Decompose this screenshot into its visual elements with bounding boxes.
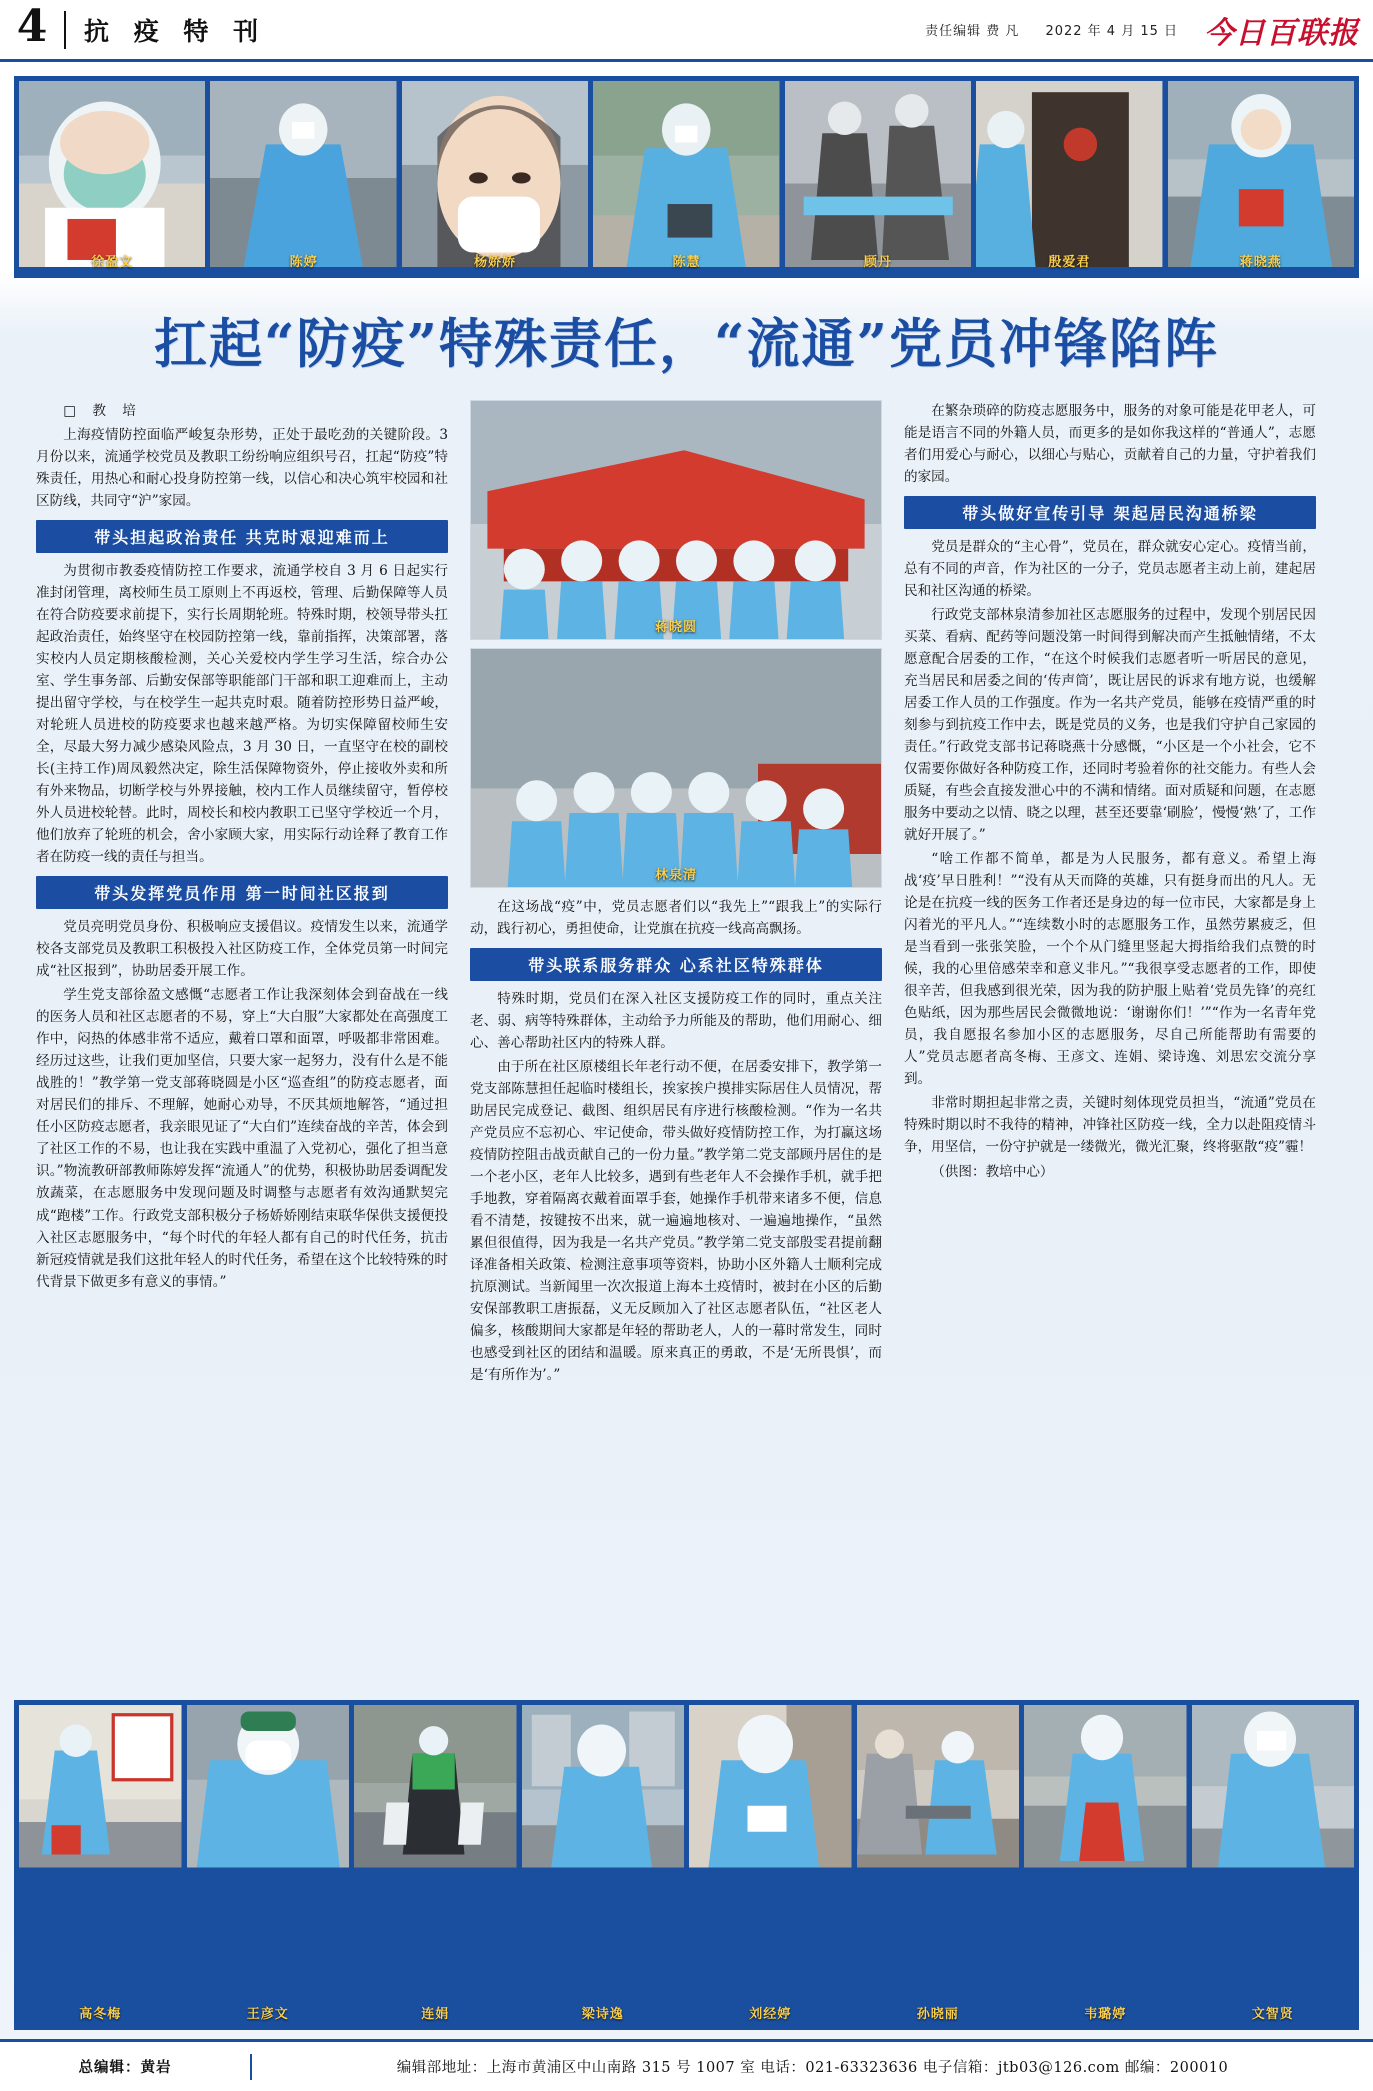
photo-image <box>210 81 396 267</box>
lead-paragraph: 上海疫情防控面临严峻复杂形势，正处于最吃劲的关键阶段。3 月份以来，流通学校党员及教职工纷纷响应组织号召，扛起“防疫”特殊责任，用热心和耐心投身防控第一线，以信心和决心筑牢校园和社区防线，共同守“沪”家园。 <box>36 427 448 510</box>
byline: □ 教 培 <box>63 403 142 419</box>
section-2-paragraph-1: 党员亮明党员身份、积极响应支援倡议。疫情发生以来，流通学校各支部党员及教职工积极投入社区防疫工作，全体党员第一时间完成“社区报到”，协助居委开展工作。 <box>36 919 448 980</box>
section-1-paragraph-1: 为贯彻市教委疫情防控工作要求，流通学校自 3 月 6 日起实行准封闭管理，离校师生员工原则上不再返校，管理、后勤保障等人员在符合防疫要求前提下，实行长周期轮班。特殊时期，校领导带头扛起政治责任，始终坚守在校园防控第一线，靠前指挥，决策部署，落实校内人员定期核酸检测，关心关爱校内学生学习生活，综合办公室、学生事务部、后勤安保部等职能部门干部和职工迎难而上，主动提出留守学校，与在校学生一起共克时艰。随着防控形势日益严峻，对轮班人员进校的防疫要求也越来越严格。为切实保障留校师生安全，尽最大努力减少感染风险点，3 月 30 日，一直坚守在校的副校长(主持工作)周凤毅然决定，除生活保障物资外，停止接收外卖和所有外来物品，切断学校与外界接触，校内工作人员继续留守，暂停校外人员进校轮替。此时，周校长和校内教职工已坚守学校近一个月，他们放弃了轮班的机会，舍小家顾大家，用实际行动诠释了教育工作者在防疫一线的责任与担当。 <box>36 563 448 866</box>
photo-image <box>522 1705 685 1868</box>
headline-area <box>0 288 1373 392</box>
photo-caption: 连娟 <box>421 2007 450 2022</box>
photo-gaodongmei <box>19 1705 182 2025</box>
photo-sunxiaoli <box>857 1705 1020 2025</box>
photo-caption: 韦璐婷 <box>1084 2007 1127 2022</box>
photo-caption: 殷爱君 <box>1048 255 1091 270</box>
photo-caption: 蒋晓圆 <box>654 620 697 635</box>
section-heading-3: 带头联系服务群众 心系社区特殊群体 <box>470 948 882 981</box>
section-2-paragraph-2: 学生党支部徐盈文感慨“志愿者工作让我深刻体会到奋战在一线的医务人员和社区志愿者的不易，穿上“大白服”大家都处在高强度工作中，闷热的体感非常不适应，戴着口罩和面罩，呼吸都非常困难。经历过这些，让我们更加坚信，只要大家一起努力，没有什么是不能战胜的！”教学第一党支部蒋晓圆是小区“巡查组”的防疫志愿者，面对居民们的排斥、不理解，她耐心劝导，不厌其烦地解答，“通过担任小区防疫志愿者，我亲眼见证了“大白们”连续奋战的辛苦，体会到了社区工作的不易，也让我在实践中重温了入党初心，强化了担当意识。”物流教研部教师陈婷发挥“流通人”的优势，积极协助居委调配发放蔬菜，在志愿服务中发现问题及时调整与志愿者有效沟通默契完成“跑楼”工作。行政党支部积极分子杨娇娇刚结束联华保供支援便投入社区志愿服务中，“每个时代的年轻人都有自己的时代任务，抗击新冠疫情就是我们这批年轻人的时代任务，希望在这个比较特殊的时代背景下做更多有意义的事情。” <box>36 987 448 1290</box>
photo-jiangxiaoyuan <box>470 400 882 640</box>
photo-image <box>187 1705 350 1868</box>
page-footer <box>0 2039 1373 2091</box>
photo-caption: 高冬梅 <box>79 2007 122 2022</box>
section-heading-4: 带头做好宣传引导 架起居民沟通桥梁 <box>904 496 1316 529</box>
photo-caption: 刘经婷 <box>749 2007 792 2022</box>
photo-image <box>1192 1705 1355 1868</box>
top-photo-strip <box>14 76 1359 278</box>
article-columns <box>36 400 1336 1690</box>
photo-wangyanwen <box>187 1705 350 2025</box>
section-4-paragraph-4: 非常时期担起非常之责，关键时刻体现党员担当，“流通”党员在特殊时期以时不我待的精神，冲锋社区防疫一线，全力以赴阻疫情斗争，用坚信，一份守护就是一缕微光，微光汇聚，终将驱散“疫”霾！ <box>904 1095 1316 1156</box>
photo-weiluting <box>1024 1705 1187 2025</box>
photo-lianjuan <box>354 1705 517 2025</box>
photo-caption: 陈婷 <box>289 255 318 270</box>
photo-gudan <box>785 81 971 273</box>
masthead-meta-group <box>925 8 1373 52</box>
photo-yinaijun <box>976 81 1162 273</box>
photo-credit: （供图：教培中心） <box>931 1163 1054 1180</box>
photo-caption: 王彦文 <box>246 2007 289 2022</box>
photo-image <box>471 649 881 888</box>
photo-image <box>1024 1705 1187 1868</box>
photo-caption: 徐盈文 <box>91 255 134 270</box>
photo-image <box>19 81 205 267</box>
photo-caption: 蒋晓燕 <box>1239 255 1282 270</box>
photo-caption: 孙晓丽 <box>916 2007 959 2022</box>
photo-image <box>593 81 779 267</box>
photo-image <box>976 81 1162 267</box>
photo-caption: 文智贤 <box>1251 2007 1294 2022</box>
section-4-paragraph-1: 党员是群众的“主心骨”，党员在，群众就安心定心。疫情当前，总有不同的声音，作为社区的一分子，党员志愿者主动上前，建起居民和社区沟通的桥梁。 <box>904 539 1316 600</box>
photo-image <box>857 1705 1020 1868</box>
photo-image <box>785 81 971 267</box>
photo-chenting <box>210 81 396 273</box>
section-4-paragraph-3: “啥工作都不简单，都是为人民服务，都有意义。希望上海战‘疫’早日胜利！”“没有从天而降的英雄，只有挺身而出的凡人。无论是在抗疫一线的医务工作者还是身边的每一位市民，大家都是身上闪着光的平凡人。”“连续数小时的志愿服务工作，虽然劳累疲乏，但是当看到一张张笑脸，一个个从门缝里竖起大拇指给我们点赞的时候，我的心里倍感荣幸和意义非凡。”“我很享受志愿者的工作，即使很辛苦，但我感到很光荣，因为我的防护服上贴着‘党员先锋’的亮红色贴纸，因为那些居民会微微地说：‘谢谢你们！’”“作为一名青年党员，我自愿报名参加小区的志愿服务，尽自己所能帮助有需要的人”党员志愿者高冬梅、王彦文、连娟、梁诗逸、刘思宏交流分享到。 <box>904 851 1316 1088</box>
photo-wenzhixian <box>1192 1705 1355 2025</box>
bottom-photo-strip <box>14 1700 1359 2030</box>
page-folio: 4 <box>16 0 48 52</box>
photo-caption: 陈慧 <box>672 255 701 270</box>
section-3-paragraph-2: 由于所在社区原楼组长年老行动不便，在居委安排下，教学第一党支部陈慧担任起临时楼组长，挨家挨户摸排实际居住人员情况，帮助居民完成登记、截图、组织居民有序进行核酸检测。“作为一名共产党员应不忘初心、牢记使命，带头做好疫情防控工作，为打赢这场疫情防控阻击战贡献自己的一份力量。”教学第二党支部顾丹居住的是一个老小区，老年人比较多，遇到有些老年人不会操作手机，就手把手地教，穿着隔离衣戴着面罩手套，她操作手机带来诸多不便，信息看不清楚，按键按不出来，就一遍遍地核对、一遍遍地操作，“虽然累但很值得，因为我是一名共产党员。”教学第二党支部殷雯君提前翻译准备相关政策、检测注意事项等资料，协助小区外籍人士顺利完成抗原测试。当新闻里一次次报道上海本土疫情时，被封在小区的后勤安保部教职工唐振磊，义无反顾加入了社区志愿者队伍，“社区老人偏多，核酸期间大家都是年轻的帮助老人，人的一幕时常发生，同时也感受到社区的团结和温暖。原来真正的勇敢，不是‘无所畏惧’，而是‘有所作为’。” <box>470 1059 882 1384</box>
page-title: 扛起“防疫”特殊责任，“流通”党员冲锋陷阵 <box>154 313 1219 375</box>
photo-image <box>402 81 588 267</box>
photo-image <box>471 401 881 640</box>
photo-xuyingwen <box>19 81 205 273</box>
photo-liangshiyi <box>522 1705 685 2025</box>
contact-info: 编辑部地址：上海市黄浦区中山南路 315 号 1007 室 电话：021-63323636 电子信箱：jtb03@126.com 邮编：200010 <box>396 2060 1229 2076</box>
section-4-paragraph-2: 行政党支部林泉清参加社区志愿服务的过程中，发现个别居民因买菜、看病、配药等问题没第一时间得到解决而产生抵触情绪，不太愿意配合居委的工作，“在这个时候我们志愿者听一听居民的意见，充当居民和居委之间的‘传声筒’，既让居民的诉求有地方说，也缓解居委工作人员的工作强度。作为一名共产党员，能够在疫情严重的时刻参与到抗疫工作中去，既是党员的义务，也是我们守护自己家园的责任。”行政党支部书记蒋晓燕十分感慨，“小区是一个小社会，它不仅需要你做好各种防疫工作，还同时考验着你的社交能力。有些人会质疑，有些会直接发泄心中的不满和情绪。面对质疑和问题，在志愿服务中要动之以情、晓之以理，甚至还要靠‘刷脸’，慢慢‘熟’了，工作就好开展了。” <box>904 607 1316 844</box>
photo-caption: 林泉清 <box>654 868 697 883</box>
photo-image <box>354 1705 517 1868</box>
responsible-editor: 责任编辑 费 凡 <box>925 24 1020 39</box>
column-3 <box>904 400 1316 1690</box>
column-2 <box>470 400 882 1690</box>
masthead <box>0 0 1373 62</box>
section-2-paragraph-3: 在这场战“疫”中，党员志愿者们以“我先上”“跟我上”的实际行动，践行初心，勇担使命，让党旗在抗疫一线高高飘扬。 <box>470 899 882 938</box>
publication-date: 2022 年 4 月 15 日 <box>1045 24 1178 39</box>
photo-caption: 梁诗逸 <box>581 2007 624 2022</box>
section-3-paragraph-3: 在繁杂琐碎的防疫志愿服务中，服务的对象可能是花甲老人，可能是语言不同的外籍人员，而更多的是如你我这样的“普通人”，志愿者们用爱心与耐心，以细心与贴心，贡献着自己的力量，守护着我们的家园。 <box>904 403 1316 486</box>
column-1 <box>36 400 448 1690</box>
paper-logo: 今日百联报 <box>1204 15 1359 51</box>
section-heading-2: 带头发挥党员作用 第一时间社区报到 <box>36 876 448 909</box>
chief-editor: 总编辑：黄岩 <box>78 2059 172 2076</box>
photo-yangjiaojiao <box>402 81 588 273</box>
photo-chenhui <box>593 81 779 273</box>
photo-caption: 顾丹 <box>863 255 892 270</box>
section-3-paragraph-1: 特殊时期，党员们在深入社区支援防疫工作的同时，重点关注老、弱、病等特殊群体，主动给予力所能及的帮助，他们用耐心、细心、善心帮助社区内的特殊人群。 <box>470 991 882 1052</box>
photo-linquanqing <box>470 648 882 888</box>
photo-liujingting <box>689 1705 852 2025</box>
photo-image <box>689 1705 852 1868</box>
section-heading-1: 带头担起政治责任 共克时艰迎难而上 <box>36 520 448 553</box>
photo-caption: 杨娇娇 <box>474 255 517 270</box>
photo-image <box>1168 81 1354 267</box>
section-title: 抗 疫 特 刊 <box>84 16 267 46</box>
masthead-divider <box>64 11 66 49</box>
photo-jiangxiaoyan <box>1168 81 1354 273</box>
photo-image <box>19 1705 182 1868</box>
